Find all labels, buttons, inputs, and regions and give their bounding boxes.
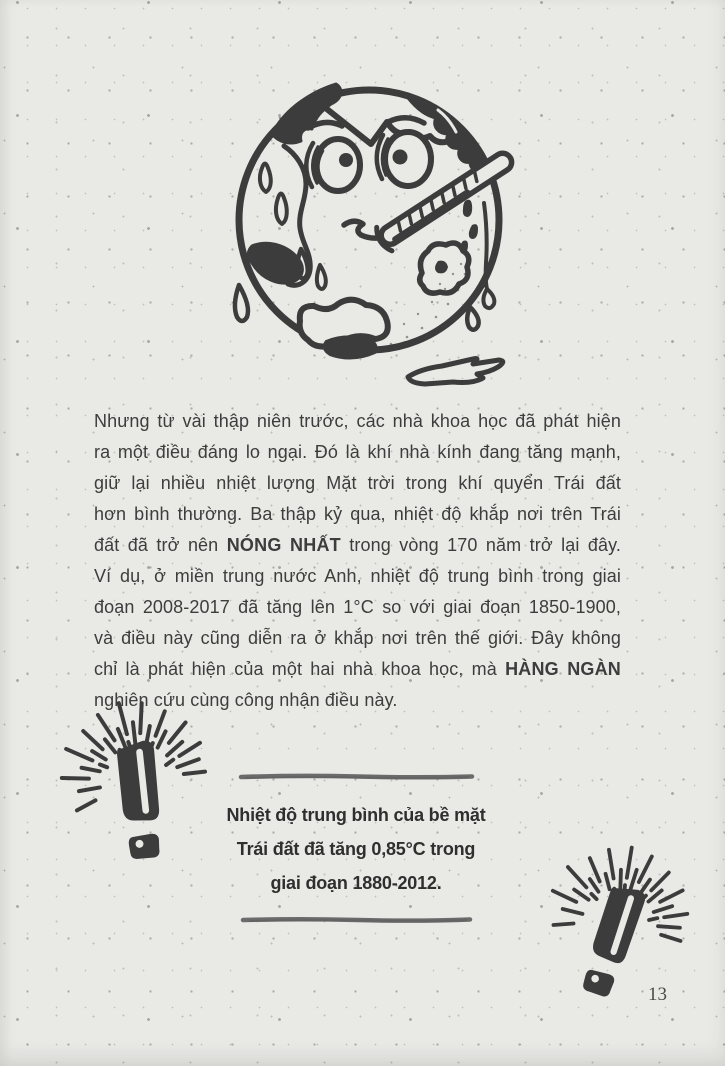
callout-quote — [216, 772, 496, 925]
callout-text — [216, 798, 496, 900]
callout-line: giai đoạn 1880-2012. — [270, 873, 442, 893]
page-number: 13 — [648, 984, 667, 1005]
paragraph-line: nghiên cứu cùng công nhận điều này. — [94, 690, 398, 710]
hand-drawn-rule-bottom — [240, 915, 473, 925]
paragraph-line: giữ lại nhiều nhiệt lượng Mặt trời trong khí quyển Trái đất — [94, 473, 621, 493]
paragraph-line: ra một điều đáng lo ngại. Đó là khí nhà kính đang tăng mạnh, — [94, 442, 621, 462]
callout-line: Nhiệt độ trung bình của bề mặt — [226, 805, 486, 825]
paragraph-line: Nhưng từ vài thập niên trước, các nhà khoa học đã phát hiện — [94, 411, 621, 431]
paragraph-line: đất đã trở nên NÓNG NHẤT trong vòng 170 năm trở lại đây. — [94, 535, 622, 555]
paragraph-line: đoạn 2008-2017 đã tăng lên 1°C so với giai đoạn 1850-1900, — [94, 597, 621, 617]
paragraph-line: Ví dụ, ở miền trung nước Anh, nhiệt độ trung bình trong giai — [94, 566, 621, 586]
paragraph-line: hơn bình thường. Ba thập kỷ qua, nhiệt độ khắp nơi trên Trái — [94, 504, 621, 524]
callout-line: Trái đất đã tăng 0,85°C trong — [236, 839, 476, 859]
paragraph-line: và điều này cũng diễn ra ở khắp nơi trên thế giới. Đây không — [94, 628, 621, 648]
exclamation-burst-icon-right — [509, 825, 725, 1041]
sick-earth-with-thermometer-icon — [220, 74, 522, 406]
hand-drawn-rule-top — [238, 772, 475, 782]
paragraph — [94, 406, 621, 716]
paragraph-line: chỉ là phát hiện của một hai nhà khoa học, mà HÀNG NGÀN — [94, 659, 621, 679]
